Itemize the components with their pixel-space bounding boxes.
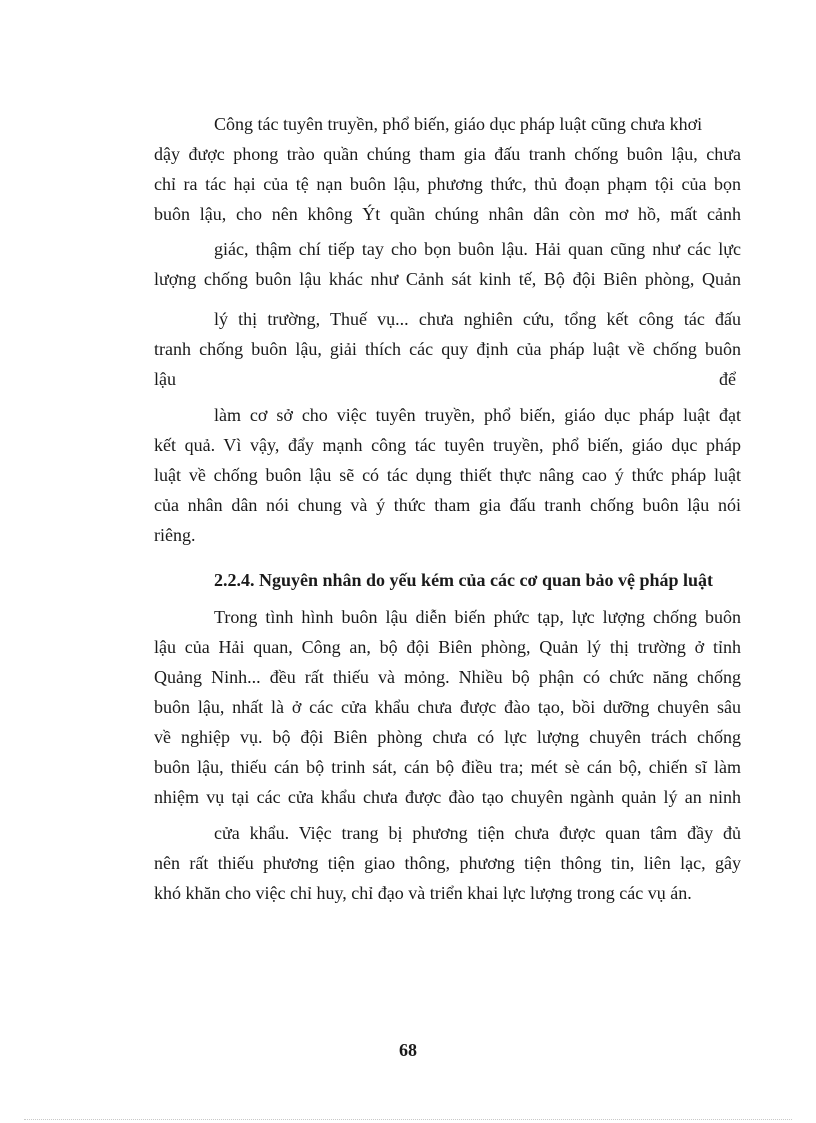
text-line: chỉ ra tác hại của tệ nạn buôn lậu, phương thức, thủ đoạn phạm tội của bọn [154,174,741,194]
text-line: dậy được phong trào quần chúng tham gia đấu tranh chống buôn lậu, chưa [154,144,741,164]
text-line: luật về chống buôn lậu sẽ có tác dụng thiết thực nâng cao ý thức pháp luật [154,465,741,485]
text-line: khó khăn cho việc chỉ huy, chỉ đạo và triển khai lực lượng trong các vụ án. [154,883,692,903]
text-line: về nghiệp vụ. bộ đội Biên phòng chưa có lực lượng chuyên trách chống [154,727,741,747]
text-line: buôn lậu, cho nên không Ýt quần chúng nhân dân còn mơ hồ, mất cảnh [154,204,741,224]
text-line: tranh chống buôn lậu, giải thích các quy định của pháp luật về chống buôn [154,339,741,359]
text-line: lậu [154,369,176,389]
text-line: nhiệm vụ tại các cửa khẩu chưa được đào tạo chuyên ngành quản lý an ninh [154,787,741,807]
page-bottom-divider [24,1119,792,1120]
text-line: riêng. [154,525,196,545]
text-line: để [719,369,736,389]
section-heading: 2.2.4. Nguyên nhân do yếu kém của các cơ quan bảo vệ pháp luật [214,570,714,590]
text-line: làm cơ sở cho việc tuyên truyền, phổ biến, giáo dục pháp luật đạt [214,405,741,425]
text-line: buôn lậu, nhất là ở các cửa khẩu chưa được đào tạo, bồi dưỡng chuyên sâu [154,697,741,717]
text-line: Quảng Ninh... đều rất thiếu và mỏng. Nhiều bộ phận có chức năng chống [154,667,741,687]
text-line: cửa khẩu. Việc trang bị phương tiện chưa được quan tâm đầy đủ [214,823,741,843]
text-line: nên rất thiếu phương tiện giao thông, phương tiện thông tin, liên lạc, gây [154,853,741,873]
text-line: lý thị trường, Thuế vụ... chưa nghiên cứu, tổng kết công tác đấu [214,309,741,329]
text-line: giác, thậm chí tiếp tay cho bọn buôn lậu. Hải quan cũng như các lực [214,239,741,259]
text-line: kết quả. Vì vậy, đẩy mạnh công tác tuyên truyền, phổ biến, giáo dục pháp [154,435,741,455]
text-line: Công tác tuyên truyền, phổ biến, giáo dục pháp luật cũng chưa khơi [214,114,703,134]
text-line: lượng chống buôn lậu khác như Cảnh sát kinh tế, Bộ đội Biên phòng, Quản [154,269,741,289]
text-line: buôn lậu, thiếu cán bộ trinh sát, cán bộ điều tra; mét sè cán bộ, chiến sĩ làm [154,757,741,777]
page-number: 68 [399,1040,417,1060]
text-line: của nhân dân nói chung và ý thức tham gia đấu tranh chống buôn lậu nói [154,495,741,515]
text-line: Trong tình hình buôn lậu diễn biến phức tạp, lực lượng chống buôn [214,607,741,627]
text-line: lậu của Hải quan, Công an, bộ đội Biên phòng, Quản lý thị trường ở tỉnh [154,637,741,657]
